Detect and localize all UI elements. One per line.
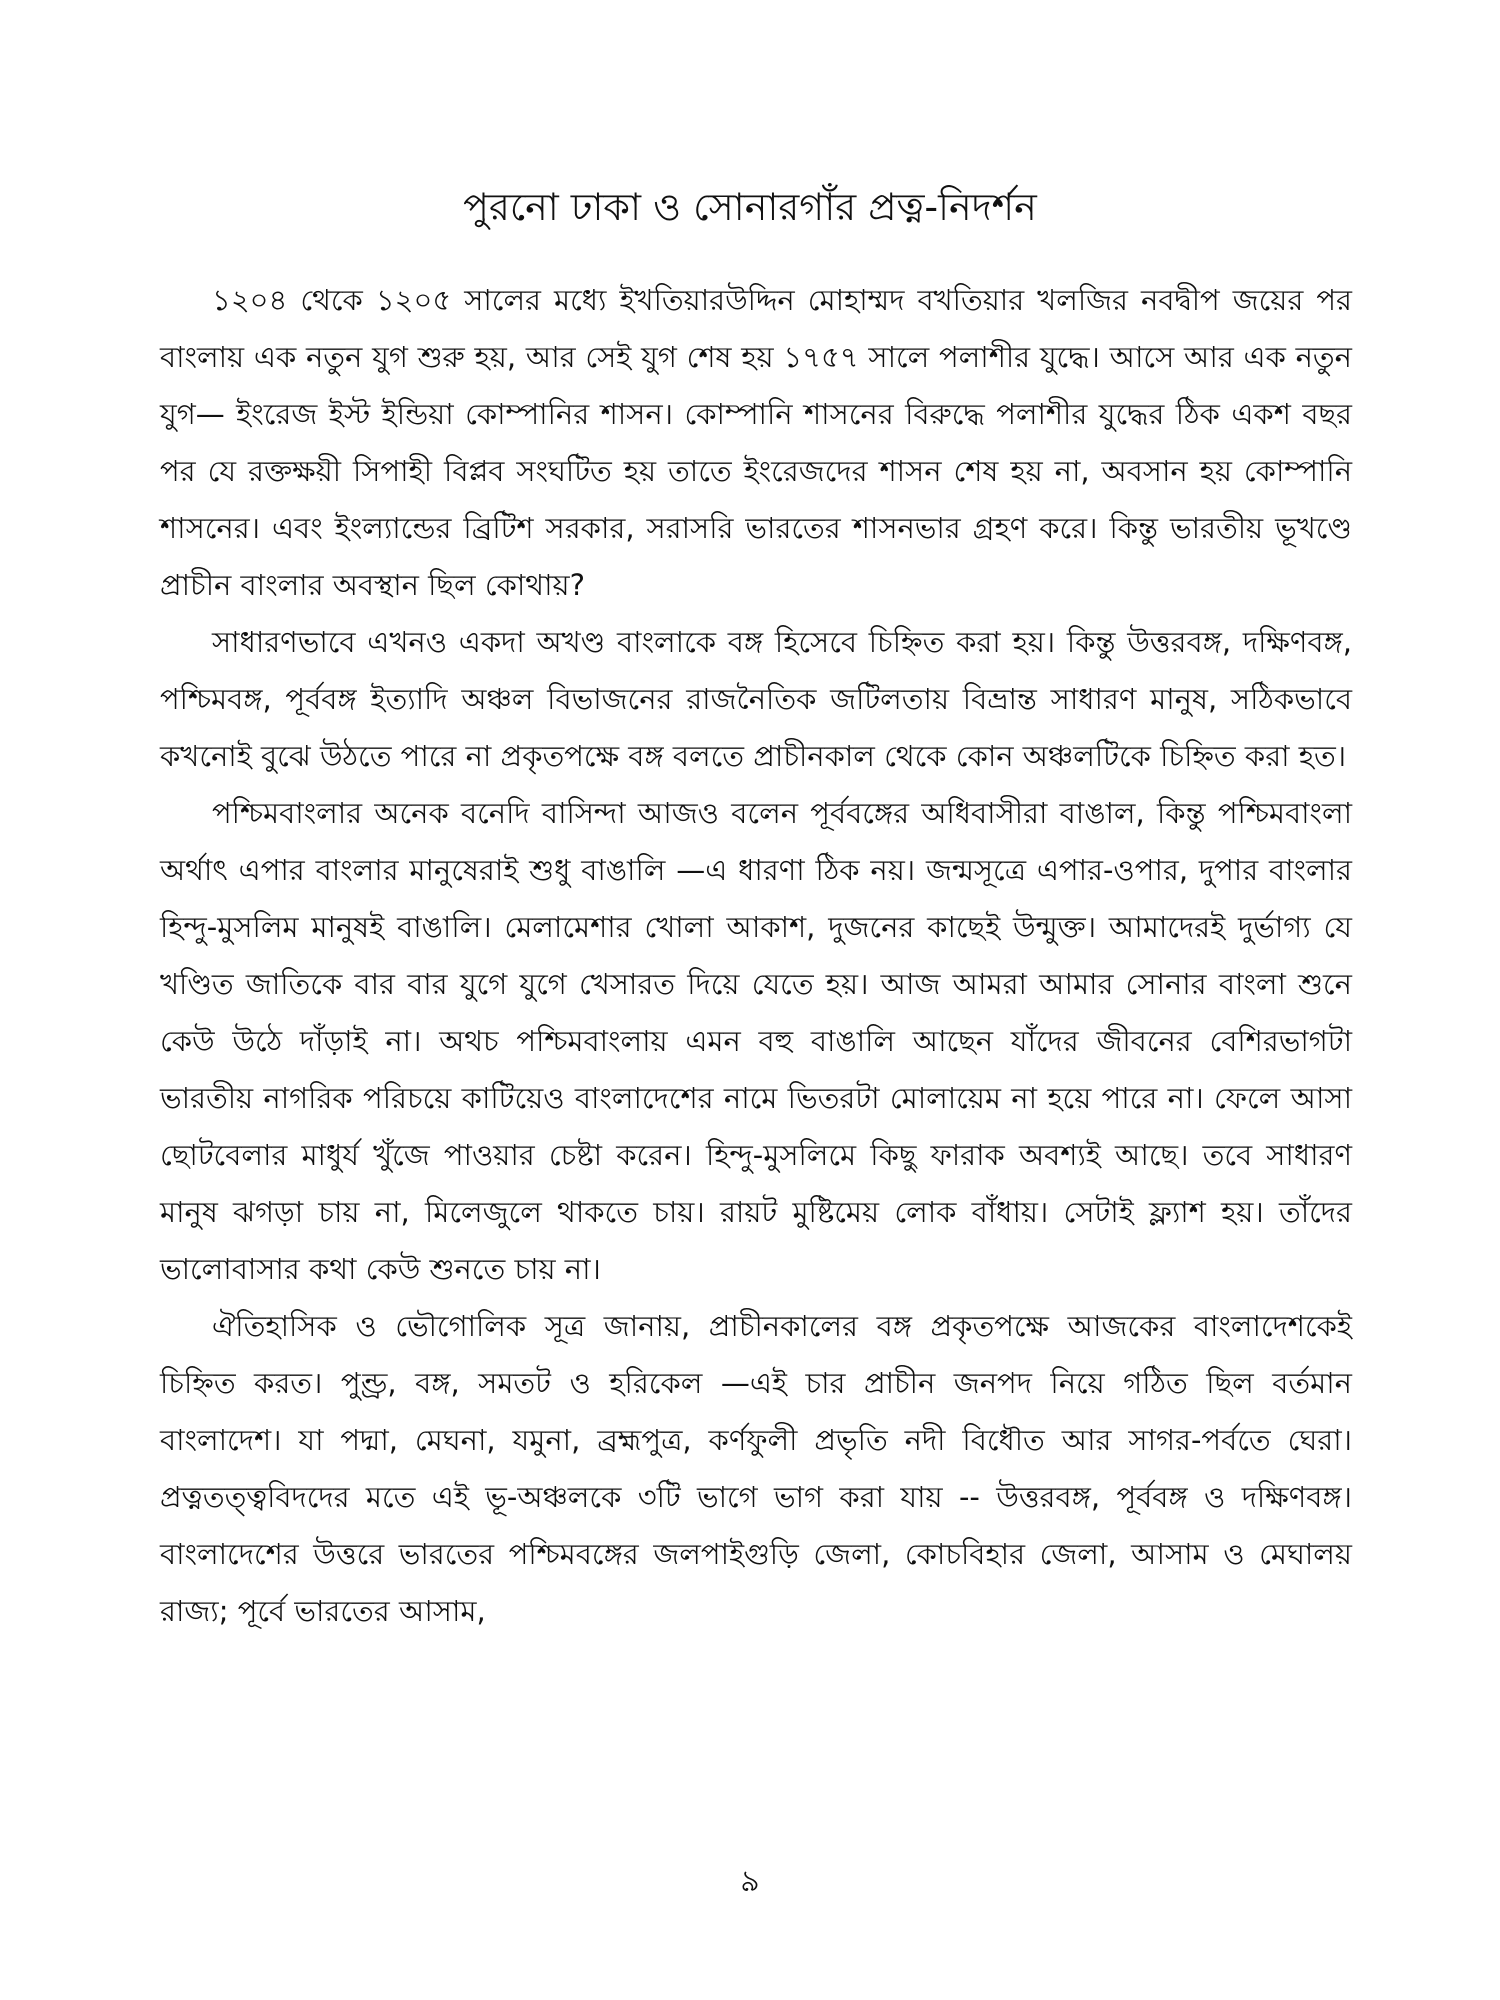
paragraph-1: ১২০৪ থেকে ১২০৫ সালের মধ্যে ইখতিয়ারউদ্দিন মোহাম্মদ বখতিয়ার খলজির নবদ্বীপ জয়ের পর বাংলায় এক নতুন যুগ শুরু হয়, আর সেই যুগ শেষ হয় ১৭৫৭ সালে পলাশীর যুদ্ধে। আসে আর এক নতুন যুগ— ইংরেজ ইস্ট ইন্ডিয়া কোম্পানির শাসন। কোম্পানি শাসনের বিরুদ্ধে পলাশীর যুদ্ধের ঠিক একশ বছর পর যে রক্তক্ষয়ী সিপাহী বিপ্লব সংঘটিত হয় তাতে ইংরেজদের শাসন শেষ হয় না, অবসান হয় কোম্পানি শাসনের। এবং ইংল্যান্ডের ব্রিটিশ সরকার, সরাসরি ভারতের শাসনভার গ্রহণ করে। কিন্তু ভারতীয় ভূখণ্ডে প্রাচীন বাংলার অবস্থান ছিল কোথায়? xyxy=(160,283,1352,602)
paragraph-3: পশ্চিমবাংলার অনেক বনেদি বাসিন্দা আজও বলেন পূর্ববঙ্গের অধিবাসীরা বাঙাল, কিন্তু পশ্চিমবাংলা অর্থাৎ এপার বাংলার মানুষেরাই শুধু বাঙালি —এ ধারণা ঠিক নয়। জন্মসূত্রে এপার-ওপার, দুপার বাংলার হিন্দু-মুসলিম মানুষই বাঙালি। মেলামেশার খোলা আকাশ, দুজনের কাছেই উন্মুক্ত। আমাদেরই দুর্ভাগ্য যে খণ্ডিত জাতিকে বার বার যুগে যুগে খেসারত দিয়ে যেতে হয়। আজ আমরা আমার সোনার বাংলা শুনে কেউ উঠে দাঁড়াই না। অথচ পশ্চিমবাংলায় এমন বহু বাঙালি আছেন যাঁদের জীবনের বেশিরভাগটা ভারতীয় নাগরিক পরিচয়ে কাটিয়েও বাংলাদেশের নামে ভিতরটা মোলায়েম না হয়ে পারে না। ফেলে আসা ছোটবেলার মাধুর্য খুঁজে পাওয়ার চেষ্টা করেন। হিন্দু-মুসলিমে কিছু ফারাক অবশ্যই আছে। তবে সাধারণ মানুষ ঝগড়া চায় না, মিলেজুলে থাকতে চায়। রায়ট মুষ্টিমেয় লোক বাঁধায়। সেটাই ফ্ল্যাশ হয়। তাঁদের ভালোবাসার কথা কেউ শুনতে চায় না। xyxy=(160,796,1352,1286)
paragraph-4: ঐতিহাসিক ও ভৌগোলিক সূত্র জানায়, প্রাচীনকালের বঙ্গ প্রকৃতপক্ষে আজকের বাংলাদেশকেই চিহ্নিত করত। পুণ্ড্র, বঙ্গ, সমতট ও হরিকেল —এই চার প্রাচীন জনপদ নিয়ে গঠিত ছিল বর্তমান বাংলাদেশ। যা পদ্মা, মেঘনা, যমুনা, ব্রহ্মপুত্র, কর্ণফুলী প্রভৃতি নদী বিধৌত আর সাগর-পর্বতে ঘেরা। প্রত্নতত্ত্ববিদদের মতে এই ভূ-অঞ্চলকে ৩টি ভাগে ভাগ করা যায় -- উত্তরবঙ্গ, পূর্ববঙ্গ ও দক্ষিণবঙ্গ। বাংলাদেশের উত্তরে ভারতের পশ্চিমবঙ্গের জলপাইগুড়ি জেলা, কোচবিহার জেলা, আসাম ও মেঘালয় রাজ্য; পূর্বে ভারতের আসাম, xyxy=(160,1309,1352,1628)
page-number: ৯ xyxy=(740,1864,760,1899)
chapter-title: পুরনো ঢাকা ও সোনারগাঁর প্রত্ন-নিদর্শন xyxy=(463,185,1037,229)
body-text xyxy=(160,272,1352,1640)
paragraph-2: সাধারণভাবে এখনও একদা অখণ্ড বাংলাকে বঙ্গ হিসেবে চিহ্নিত করা হয়। কিন্তু উত্তরবঙ্গ, দক্ষিণবঙ্গ, পশ্চিমবঙ্গ, পূর্ববঙ্গ ইত্যাদি অঞ্চল বিভাজনের রাজনৈতিক জটিলতায় বিভ্রান্ত সাধারণ মানুষ, সঠিকভাবে কখনোই বুঝে উঠতে পারে না প্রকৃতপক্ষে বঙ্গ বলতে প্রাচীনকাল থেকে কোন অঞ্চলটিকে চিহ্নিত করা হত। xyxy=(160,625,1352,773)
